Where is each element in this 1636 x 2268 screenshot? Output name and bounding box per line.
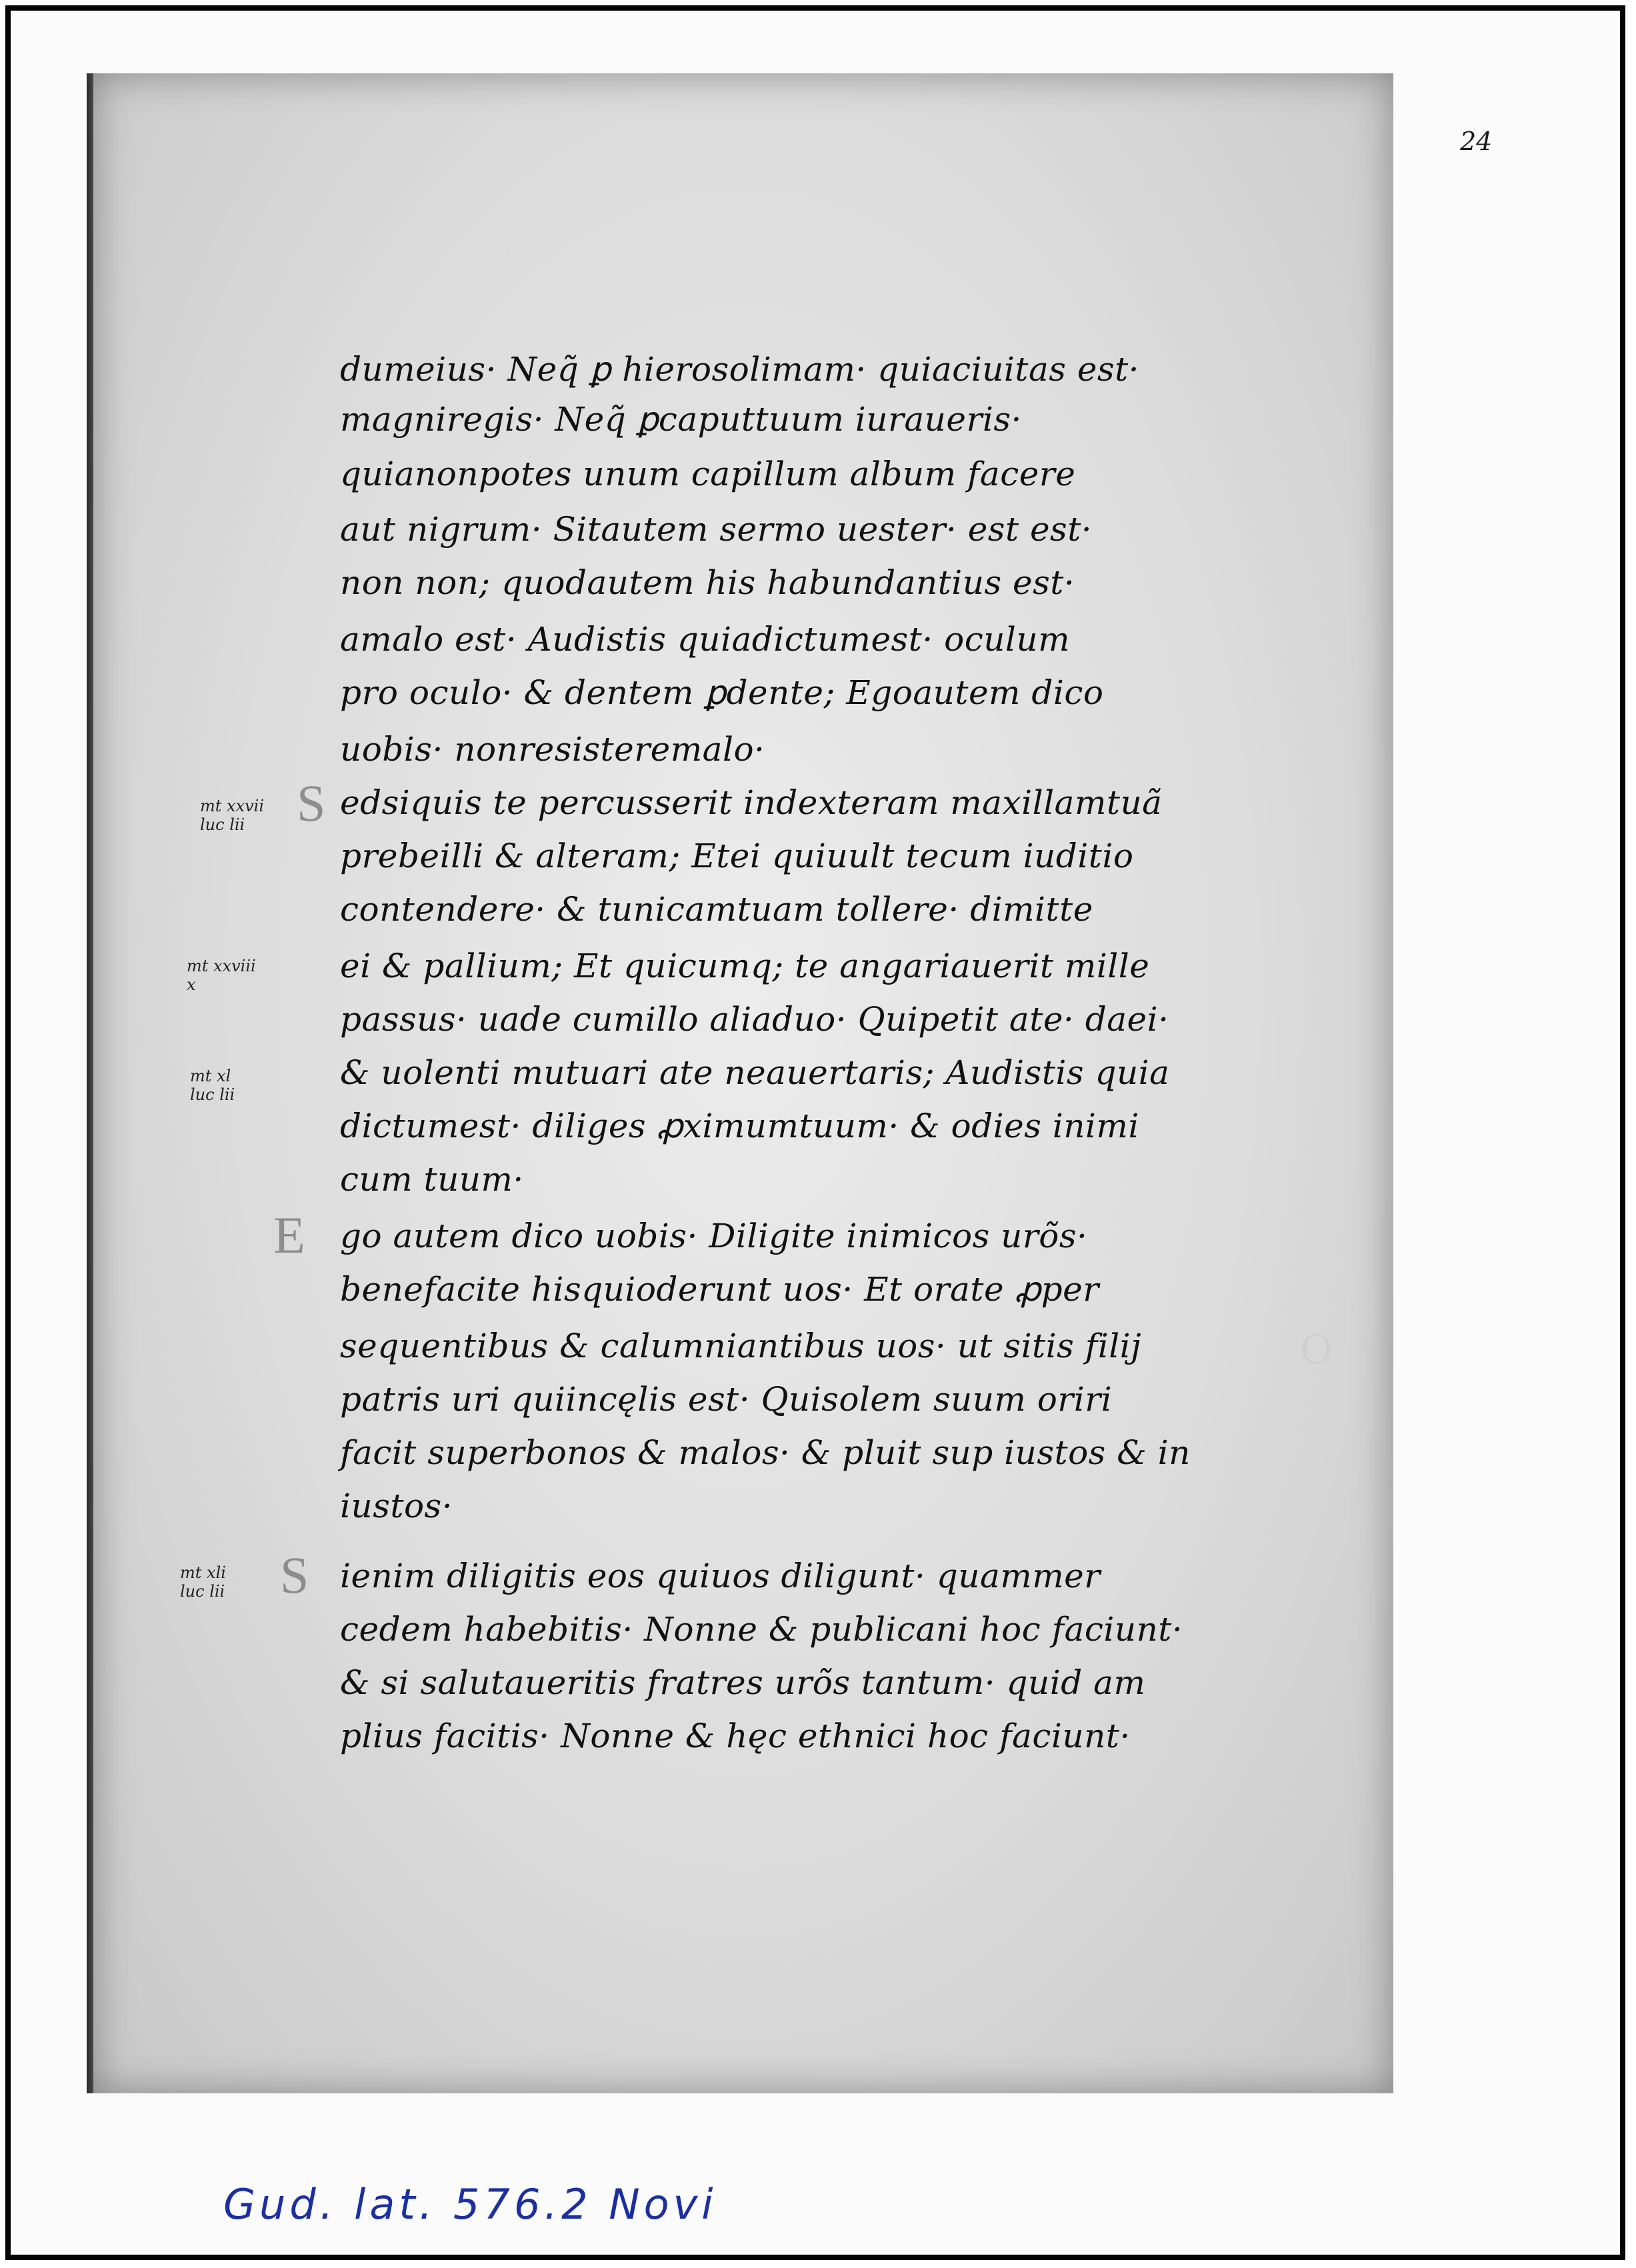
- text-line: iustos·: [340, 1487, 453, 1525]
- initial-letter: S: [297, 774, 326, 832]
- text-line: contendere· & tunicamtuam tollere· dimitte: [340, 890, 1093, 929]
- show-through-mark: O: [1300, 1327, 1333, 1373]
- text-line: edsiquis te percusserit indexteram maxillamtuã: [340, 783, 1163, 822]
- text-line: aut nigrum· Sitautem sermo uester· est est·: [340, 510, 1093, 549]
- text-line: & uolenti mutuari ate neauertaris; Audistis quia: [340, 1053, 1170, 1092]
- text-line: prebeilli & alteram; Etei quiuult tecum iuditio: [340, 837, 1134, 875]
- marginal-note: mt xxvii luc lii: [200, 797, 265, 834]
- marginal-note: mt xxviii x: [187, 957, 256, 994]
- initial-letter: S: [280, 1546, 309, 1604]
- text-line: benefacite hisquioderunt uos· Et orate ꝓper: [340, 1270, 1099, 1309]
- marginal-note: mt xl luc lii: [190, 1067, 235, 1104]
- text-line: cedem habebitis· Nonne & publicani hoc faciunt·: [340, 1610, 1183, 1649]
- text-line: ienim diligitis eos quiuos diligunt· quammer: [340, 1557, 1101, 1595]
- text-line: dictumest· diliges ꝓximumtuum· & odies inimi: [340, 1107, 1139, 1145]
- text-line: pro oculo· & dentem ꝑdente; Egoautem dico: [340, 673, 1104, 712]
- text-line: patris uri quiincęlis est· Quisolem suum oriri: [340, 1380, 1113, 1419]
- text-line: go autem dico uobis· Diligite inimicos urõs·: [340, 1217, 1088, 1255]
- text-line: & si salutaueritis fratres urõs tantum· quid am: [340, 1663, 1146, 1702]
- marginal-note: mt xli luc lii: [180, 1563, 226, 1601]
- text-line: cum tuum·: [340, 1160, 524, 1199]
- text-line: ei & pallium; Et quicumq; te angariauerit mille: [340, 947, 1150, 985]
- text-line: magniregis· Neq̃ ꝑcaputtuum iuraueris·: [340, 400, 1022, 439]
- text-line: passus· uade cumillo aliaduo· Quipetit ate· daei·: [340, 1000, 1169, 1039]
- text-line: uobis· nonresisteremalo·: [340, 730, 765, 769]
- text-line: plius facitis· Nonne & hęc ethnici hoc faciunt·: [340, 1717, 1131, 1755]
- text-line: dumeius· Neq̃ ꝑ hierosolimam· quiaciuitas est·: [340, 350, 1140, 389]
- text-line: quianonpotes unum capillum album facere: [340, 455, 1076, 493]
- text-line: sequentibus & calumniantibus uos· ut sitis filij: [340, 1327, 1142, 1365]
- text-line: amalo est· Audistis quiadictumest· oculum: [340, 620, 1071, 659]
- folio-number: 24: [1460, 127, 1493, 156]
- shelfmark-annotation: Gud. lat. 576.2 Novi: [223, 2180, 717, 2229]
- text-line: facit superbonos & malos· & pluit sup iustos & in: [340, 1433, 1191, 1472]
- initial-letter: E: [273, 1206, 305, 1264]
- text-line: non non; quodautem his habundantius est·: [340, 563, 1075, 602]
